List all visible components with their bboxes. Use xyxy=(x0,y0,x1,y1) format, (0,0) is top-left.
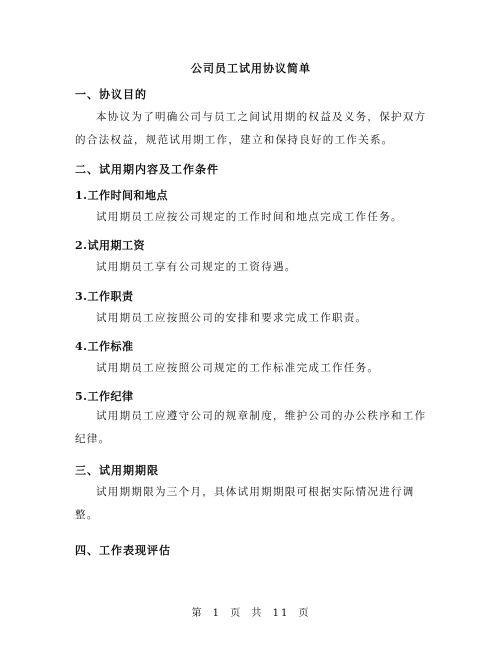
footer-total-unit: 页 xyxy=(298,608,311,619)
item-heading-discipline: 5.工作纪律 xyxy=(75,390,134,403)
item-heading-standard: 4.工作标准 xyxy=(75,340,134,353)
document-title: 公司员工试用协议简单 xyxy=(191,62,311,75)
section-heading-content: 二、试用期内容及工作条件 xyxy=(75,163,219,176)
section-text-purpose: 本协议为了明确公司与员工之间试用期的权益及义务，保护双方的合法权益，规范试用期工作，建立和保持良好的工作关系。 xyxy=(75,111,427,146)
section-heading-evaluation: 四、工作表现评估 xyxy=(75,544,171,557)
section-text-period: 试用期期限为三个月，具体试用期期限可根据实际情况进行调整。 xyxy=(75,486,415,521)
section-heading-purpose: 一、协议目的 xyxy=(75,88,147,101)
item-text-standard: 试用期员工应按照公司规定的工作标准完成工作任务。 xyxy=(96,362,380,374)
item-text-discipline: 试用期员工应遵守公司的规章制度，维护公司的办公秩序和工作纪律。 xyxy=(75,410,427,445)
footer-total-pages: 11 xyxy=(272,608,290,619)
footer-total-prefix: 共 xyxy=(251,608,264,619)
section-heading-period: 三、试用期期限 xyxy=(75,464,159,477)
item-heading-time-place: 1.工作时间和地点 xyxy=(75,189,168,202)
footer-page-number: 1 xyxy=(212,608,222,619)
footer-prefix: 第 xyxy=(191,608,204,619)
footer-page-unit: 页 xyxy=(230,608,243,619)
item-heading-duties: 3.工作职责 xyxy=(75,290,134,303)
item-text-duties: 试用期员工应按照公司的安排和要求完成工作职责。 xyxy=(96,312,368,324)
item-text-time-place: 试用期员工应按公司规定的工作时间和地点完成工作任务。 xyxy=(96,211,403,223)
page-footer xyxy=(0,604,502,619)
item-text-salary: 试用期员工享有公司规定的工资待遇。 xyxy=(96,261,297,273)
item-heading-salary: 2.试用期工资 xyxy=(75,239,145,252)
